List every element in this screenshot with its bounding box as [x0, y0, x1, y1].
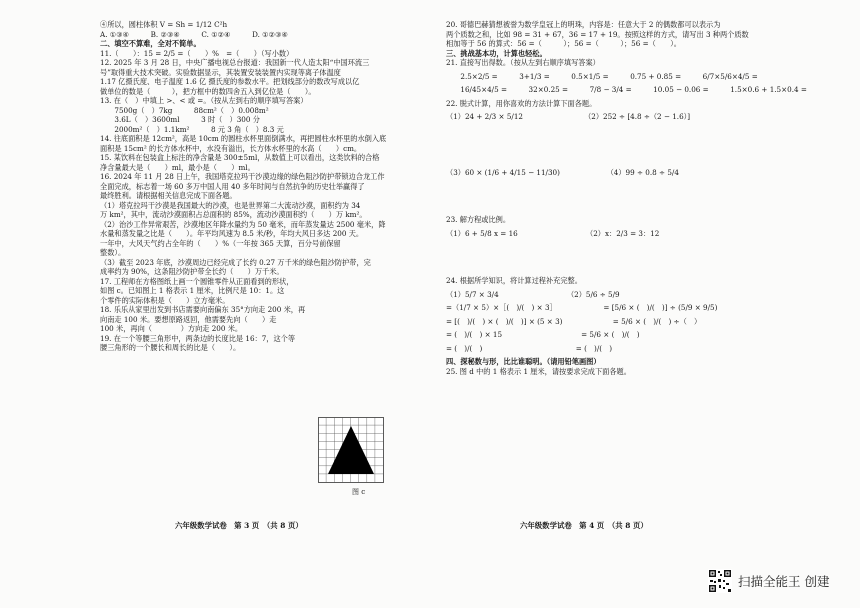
scanner-watermark — [708, 569, 829, 593]
question-12: 12. 2025 年 3 月 28 日，中央广播电视总台报道：我国新一代人造太阳“中国环流三 — [100, 58, 370, 67]
right-page — [446, 20, 807, 376]
text-line: = [( )/( ) × ( )/( )] × (5 × 3) = 5/6 × ( )/( ) ÷（ ） — [446, 316, 702, 326]
scanner-label: 扫描全能王 创建 — [738, 574, 830, 589]
section-heading: 三、挑战基本功，计算也轻松。 — [446, 48, 547, 58]
text-line: （2）治沙工作异常艰苦，沙漠地区年降水量约为 50 毫米，而年蒸发量达 2500 毫米，降 — [100, 219, 386, 229]
text-line: （3）截至 2023 年底，沙漠周边已经完成了长约 0.27 万千米的绿色阻沙防护带，完 — [100, 257, 371, 267]
text-line: 个零件的实际体积是（ ）立方毫米。 — [100, 295, 230, 305]
left-page — [100, 20, 418, 353]
question-24: 24. 根据所学知识，将计算过程补充完整。 — [446, 276, 582, 285]
text-line: 水量和蒸发量之比是（ ）。年平均风速为 8.5 米/秒，年均大风日多达 200 天。 — [100, 229, 364, 238]
text-line: （1）6 + 5/8 x = 16 （2）x：2/3 = 3：12 — [446, 228, 660, 238]
text-line: （1）塔克拉玛干沙漠是我国最大的沙漠，也是世界第二大流动沙漠，面积约为 34 — [100, 200, 361, 210]
question-17: 17. 工程师在方格图纸上画一个圆锥零件从正面看到的形状， — [100, 276, 294, 286]
figure-c-grid — [318, 417, 384, 483]
question-18: 18. 乐乐从家里出发到书店需要向南偏东 35°方向走 200 米，再 — [100, 305, 306, 314]
section-heading: 四、探秘数与形，比比谁聪明。（请用铅笔画图） — [446, 357, 601, 366]
text-line: 净含量最大是（ ）ml，最小是（ ）ml。 — [100, 162, 255, 172]
text-line: = ( )/( ) = ( )/( ) — [446, 343, 613, 353]
question-16: 16. 2024 年 11 月 28 日上午，我国塔克拉玛干沙漠边缘的绿色阻沙防护带锁边合龙工作 — [100, 172, 385, 181]
qr-code-icon — [708, 569, 732, 593]
text-line: 全面完成，标志着一场 60 多万中国人用 40 多年时间与自然抗争的历史壮举赢得了 — [100, 181, 365, 191]
text-line: 做单位的数是（ ），把方框中的数四舍五入到亿位是（ ）。 — [100, 86, 316, 96]
question-19: 19. 在一个等腰三角形中，两条边的长度比是 16：7，这个等 — [100, 333, 296, 343]
text-line: ④所以，圆柱体积 V = Sh = 1/12 C²h — [100, 20, 228, 29]
question-15: 15. 某饮料在包装盒上标注的净含量是 300±5ml，从数值上可以看出，这类饮料的合格 — [100, 153, 380, 162]
question-20: 20. 哥德巴赫猜想被誉为数学皇冠上的明珠，内容是：任意大于 2 的偶数都可以表示为 — [446, 20, 721, 29]
figure-caption: 图 c — [352, 488, 366, 496]
question-21: 21. 直接写出得数。（按从左到右顺序填写答案） — [446, 58, 600, 67]
text-line: 万 km²，其中，流动沙漠面积占总面积的 85%，流动沙漠面积约（ ）万 km²。 — [100, 210, 367, 219]
text-line: 2.5×2/5 = 3+1/3 = 0.5×1/5 = 0.75 + 0.85 = 6/7×5/6×4/5 = — [446, 71, 758, 81]
text-line: =（1/7 × 5）×［( )/( ) × 3］ = [5/6 × ( )/( )] ÷ (5/9 × 9/5) — [446, 303, 718, 312]
text-line: 面积是 15cm² 的长方体水杯中，水没有溢出，长方体水杯里的水高（ ）cm。 — [100, 143, 362, 153]
text-line: 号”取得重大技术突破。实验数据显示，其装置安装装置内实现等离子体温度 — [100, 67, 341, 77]
text-line: （3）60 × (1/6 + 4/15 − 11/30) （4）99 ÷ 0.8 ÷ 5/4 — [446, 167, 679, 177]
text-line: 一年中，大风天气约占全年的（ ）%（一年按 365 天算，百分号前保留 — [100, 238, 341, 248]
text-line: 腰三角形的一个腰长和周长的比是（ ）。 — [100, 343, 241, 352]
question-23: 23. 解方程或比例。 — [446, 215, 511, 224]
question-22: 22. 脱式计算，用你喜欢的方法计算下面各题。 — [446, 98, 597, 108]
text-line: = ( )/( ) × 15 = 5/6 × ( )/( ) — [446, 330, 640, 339]
text-line: 100 米，再向（ ）方向走 200 米。 — [100, 324, 243, 333]
text-line: 相加等于 56 的算式：56 =（ ）；56 =（ ）；56 =（ ）。 — [446, 39, 681, 48]
text-line: 最终胜利。请根据相关信息完成下面各题。 — [100, 191, 237, 200]
text-line: 两个质数之和，比如 98 = 31 + 67，36 = 17 + 19。按照这样的方式，请写出 3 种两个质数 — [446, 29, 749, 39]
question-14: 14. 往底面积是 12cm²，高是 10cm 的圆柱水杯里面倒满水，再把圆柱水杯里的水倒入底 — [100, 134, 387, 143]
text-line: 2000m²（ ）1.1km² 8 元 3 角（ ）8.3 元 — [100, 124, 284, 134]
text-line: A. ①③④ B. ②③④ C. ①②④ D. ①②③④ — [100, 29, 288, 39]
text-line: 成率约为 90%，这条阻沙防护带全长约（ ）万千米。 — [100, 267, 284, 276]
page-footer: 六年级数学试卷 第 4 页 （共 8 页） — [520, 521, 648, 530]
text-line: 7500g（ ）7kg 88cm²（ ）0.008m² — [100, 105, 269, 115]
text-line: 向南走 100 米。要想原路返回，他需要先向（ ）走 — [100, 314, 277, 324]
text-line: （1）24 + 2/3 × 5/12 （2）252 ÷ [4.8 ÷（2 − 1.6）] — [446, 112, 691, 121]
text-line: 16/45×4/5 = 32×0.25 = 7/8 − 3/4 = 10.05 − 0.06 = 1.5×0.6 + 1.5×0.4 = — [446, 85, 807, 94]
question-25: 25. 图 d 中的 1 格表示 1 厘米，请按要求完成下面各题。 — [446, 366, 631, 376]
question-11: 11.（ ）：15 = 2/5 =（ ）% =（ ）（写小数） — [100, 48, 294, 58]
text-line: 如图 c。已知图上 1 格表示 1 厘米，比例尺是 10：1。这 — [100, 286, 285, 295]
page-footer: 六年级数学试卷 第 3 页 （共 8 页） — [175, 521, 303, 530]
text-line: （1）5/7 × 3/4 （2）5/6 ÷ 5/9 — [446, 289, 620, 299]
text-line: 整数）。 — [100, 248, 126, 257]
section-heading: 二、填空不算难，全对不简单。 — [100, 39, 201, 48]
text-line: 1.17 亿摄氏度、电子温度 1.6 亿 摄氏度的参数水平。把划线部分的数改写成以亿 — [100, 77, 360, 86]
text-line: 3.6L（ ）3600ml 3 时（ ）300 分 — [100, 115, 260, 124]
question-13: 13. 在（ ）中填上 >、< 或 =。（按从左到右的顺序填写答案） — [100, 96, 308, 105]
